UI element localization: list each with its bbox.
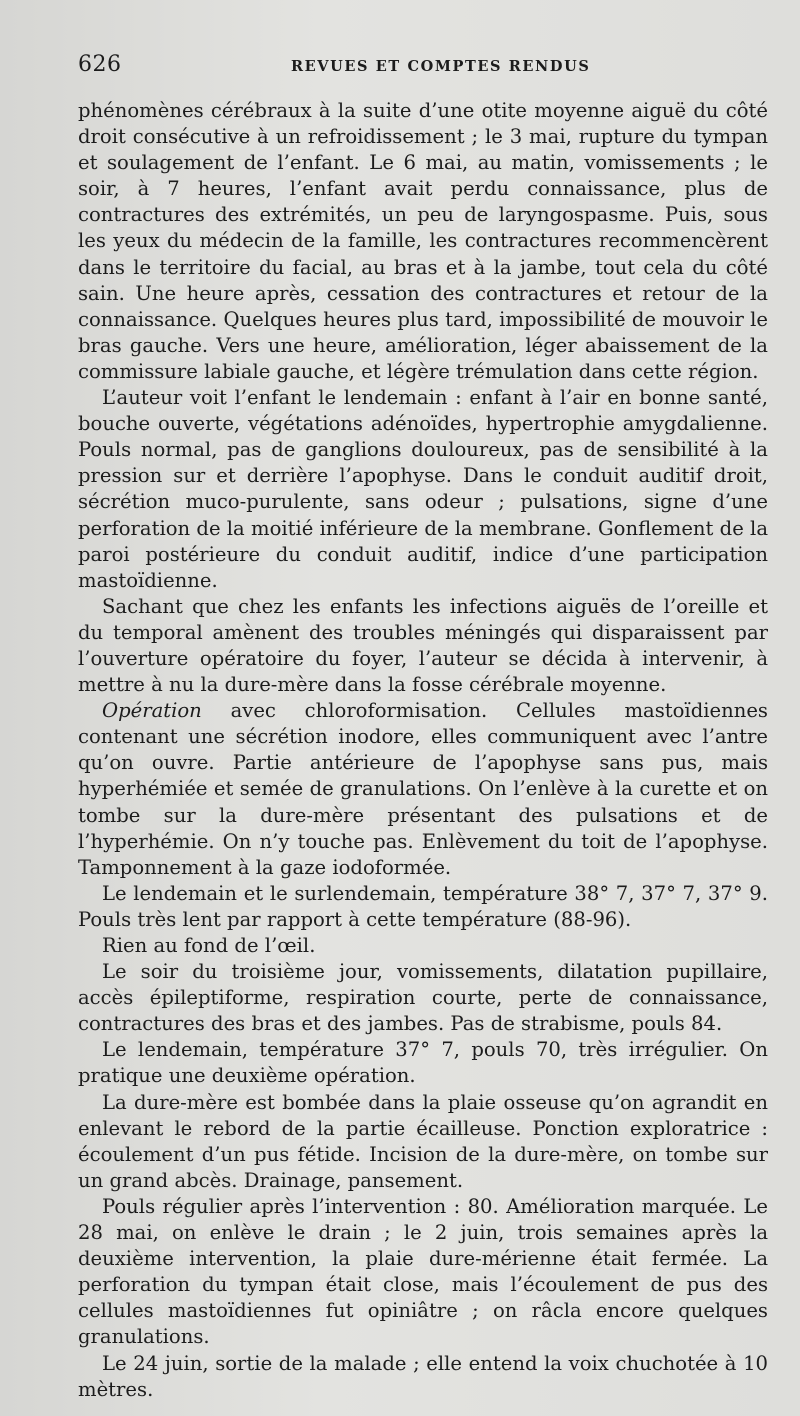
body-text (78, 98, 768, 1403)
paragraph: phénomènes cérébraux à la suite d’une otite moyenne aiguë du côté droit consécutive à un refroidissement ; le 3 mai, rupture du tympan et soulagement de l’enfant. Le 6 mai, au matin, vomissements ; le soir, à 7 heures, l’enfant avait perdu connaissance, plus de contractures des extrémités, un peu de laryngospasme. Puis, sous les yeux du médecin de la famille, les contractures recommencèrent dans le territoire du facial, au bras et à la jambe, tout cela du côté sain. Une heure après, cessation des contractures et retour de la connaissance. Quelques heures plus tard, impossibilité de mouvoir le bras gauche. Vers une heure, amélioration, léger abaissement de la commissure labiale gauche, et légère trémulation dans cette région. (78, 99, 768, 383)
paragraph: Le lendemain, température 37° 7, pouls 70, très irrégulier. On pratique une deuxième opération. (78, 1038, 768, 1088)
paragraph: Le 24 juin, sortie de la malade ; elle entend la voix chuchotée à 10 mètres. (78, 1351, 768, 1401)
paragraph-text: avec chloroformisation. Cellules mastoïdiennes contenant une sécrétion inodore, elles communiquent avec l’antre qu’on ouvre. Partie antérieure de l’apophyse sans pus, mais hyperhémiée et semée de granulations. On l’enlève à la curette et on tombe sur la dure-mère présentant des pulsations et de l’hyperhémie. On n’y touche pas. Enlèvement du toit de l’apophyse. Tamponnement à la gaze iodoformée. (78, 699, 768, 879)
paragraph: L’auteur voit l’enfant le lendemain : enfant à l’air en bonne santé, bouche ouverte, végétations adénoïdes, hypertrophie amygdalienne. Pouls normal, pas de ganglions douloureux, pas de sensibilité à la pression sur et derrière l’apophyse. Dans le conduit auditif droit, sécrétion muco-purulente, sans odeur ; pulsations, signe d’une perforation de la moitié inférieure de la membrane. Gonflement de la paroi postérieure du conduit auditif, indice d’une participation mastoïdienne. (78, 386, 768, 592)
page-header (78, 52, 768, 88)
paragraph: Le soir du troisième jour, vomissements, dilatation pupillaire, accès épileptiforme, respiration courte, perte de connaissance, contractures des bras et des jambes. Pas de strabisme, pouls 84. (78, 960, 768, 1036)
paragraph (78, 698, 768, 881)
paragraph: La dure-mère est bombée dans la plaie osseuse qu’on agrandit en enlevant le rebord de la partie écailleuse. Ponction exploratrice : écoulement d’un pus fétide. Incision de la dure-mère, on tombe sur un grand abcès. Drainage, pansement. (78, 1090, 768, 1192)
paragraph: Sachant que chez les enfants les infections aiguës de l’oreille et du temporal amènent des troubles méningés qui disparaissent par l’ouverture opératoire du foyer, l’auteur se décida à intervenir, à mettre à nu la dure-mère dans la fosse cérébrale moyenne. (78, 594, 768, 697)
paragraph: Pouls régulier après l’intervention : 80. Amélioration marquée. Le 28 mai, on enlève le drain ; le 2 juin, trois semaines après la deuxième intervention, la plaie dure-mérienne était fermée. La perforation du tympan était close, mais l’écoulement de pus des cellules mastoïdiennes fut opiniâtre ; on râcla encore quelques granulations. (78, 1194, 768, 1349)
paragraph: Le lendemain et le surlendemain, température 38° 7, 37° 7, 37° 9. Pouls très lent par rapport à cette température (88-96). (78, 881, 768, 931)
paragraph: Rien au fond de l’œil. (102, 934, 316, 957)
italic-lead: Opération (102, 699, 202, 723)
page-number: 626 (78, 52, 122, 77)
running-head: REVUES ET COMPTES RENDUS (291, 58, 591, 75)
